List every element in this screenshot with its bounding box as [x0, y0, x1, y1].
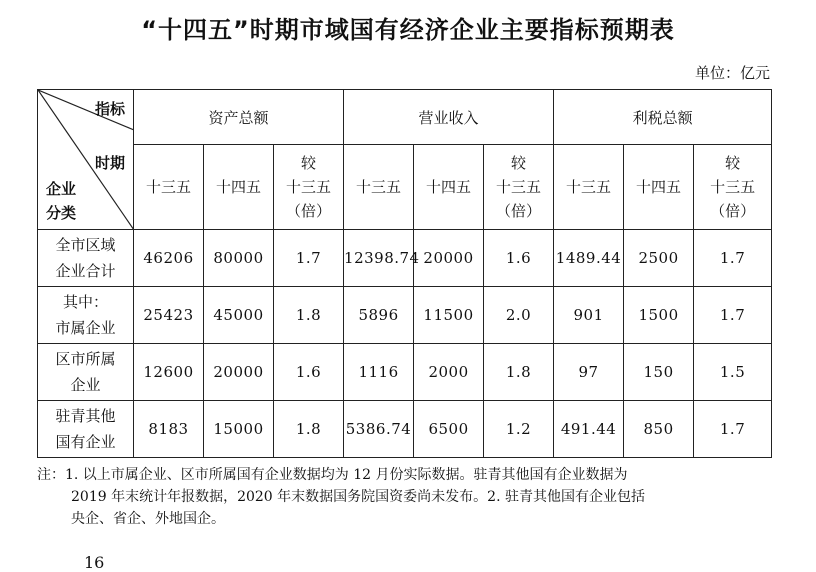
value-cell: 20000: [204, 344, 274, 401]
table-row: [38, 230, 772, 287]
value-cell: 20000: [414, 230, 484, 287]
ratio-line-3: （倍）: [286, 202, 332, 220]
ratio-line-2: 十三五: [286, 178, 332, 196]
value-cell: 25423: [134, 287, 204, 344]
value-cell: 1.7: [694, 230, 772, 287]
row-label-line-1: 其中：: [62, 293, 108, 311]
subheader-14th: 十四五: [204, 145, 274, 230]
row-label: [38, 230, 134, 287]
value-cell: 1.8: [484, 344, 554, 401]
value-cell: 5386.74: [344, 401, 414, 458]
subheader-ratio: [274, 145, 344, 230]
ratio-line-2: 十三五: [710, 178, 756, 196]
value-cell: 901: [554, 287, 624, 344]
corner-label-category: 分类: [46, 204, 77, 222]
page-title: “十四五”时期市域国有经济企业主要指标预期表: [141, 16, 675, 44]
row-label-line-2: 企业合计: [55, 262, 116, 280]
value-cell: 45000: [204, 287, 274, 344]
table-row: [38, 344, 772, 401]
value-cell: 80000: [204, 230, 274, 287]
subheader-ratio: [484, 145, 554, 230]
subheader-13th: 十三五: [134, 145, 204, 230]
value-cell: 11500: [414, 287, 484, 344]
value-cell: 1.5: [694, 344, 772, 401]
subheader-ratio: [694, 145, 772, 230]
value-cell: 1.7: [694, 287, 772, 344]
corner-header-cell: [38, 90, 134, 230]
value-cell: 97: [554, 344, 624, 401]
corner-label-period: 时期: [94, 154, 125, 172]
value-cell: 2500: [624, 230, 694, 287]
corner-label-indicator: 指标: [94, 100, 125, 118]
value-cell: 5896: [344, 287, 414, 344]
ratio-line-3: （倍）: [710, 202, 756, 220]
value-cell: 1.8: [274, 401, 344, 458]
note-line-3: 央企、省企、外地国企。: [71, 511, 225, 527]
note-line-1: 注：1. 以上市属企业、区市所属国有企业数据均为 12 月份实际数据。驻青其他国有企业数据为: [37, 467, 628, 483]
table-row: [38, 287, 772, 344]
value-cell: 1.7: [694, 401, 772, 458]
value-cell: 850: [624, 401, 694, 458]
group-header-assets: 资产总额: [134, 90, 344, 145]
value-cell: 15000: [204, 401, 274, 458]
row-label-line-2: 市属企业: [55, 319, 116, 337]
ratio-line-3: （倍）: [496, 202, 542, 220]
value-cell: 8183: [134, 401, 204, 458]
row-label-line-1: 驻青其他: [55, 407, 116, 425]
value-cell: 2.0: [484, 287, 554, 344]
row-label-line-2: 国有企业: [55, 433, 116, 451]
value-cell: 12600: [134, 344, 204, 401]
value-cell: 1.7: [274, 230, 344, 287]
row-label-line-1: 全市区域: [55, 236, 116, 254]
indicator-table: [37, 89, 772, 458]
subheader-13th: 十三五: [554, 145, 624, 230]
table-note: [37, 464, 777, 530]
subheader-13th: 十三五: [344, 145, 414, 230]
value-cell: 1.6: [274, 344, 344, 401]
corner-label-enterprise: 企业: [46, 180, 77, 198]
value-cell: 1489.44: [554, 230, 624, 287]
value-cell: 1500: [624, 287, 694, 344]
subheader-14th: 十四五: [624, 145, 694, 230]
value-cell: 1.6: [484, 230, 554, 287]
note-line-2: 2019 年末统计年报数据，2020 年末数据国务院国资委尚未发布。2. 驻青其他国有企业包括: [71, 489, 645, 505]
row-label: [38, 401, 134, 458]
row-label: [38, 287, 134, 344]
value-cell: 150: [624, 344, 694, 401]
value-cell: 1.8: [274, 287, 344, 344]
row-label-line-2: 企业: [70, 376, 101, 394]
value-cell: 12398.74: [344, 230, 414, 287]
unit-label: 单位：亿元: [694, 64, 770, 82]
page-number: 16: [84, 553, 105, 572]
ratio-line-1: 较: [511, 154, 527, 172]
value-cell: 1.2: [484, 401, 554, 458]
value-cell: 46206: [134, 230, 204, 287]
row-label-line-1: 区市所属: [55, 350, 116, 368]
group-header-revenue: 营业收入: [344, 90, 554, 145]
subheader-14th: 十四五: [414, 145, 484, 230]
table-row: [38, 401, 772, 458]
value-cell: 6500: [414, 401, 484, 458]
value-cell: 1116: [344, 344, 414, 401]
group-header-profit-tax: 利税总额: [554, 90, 772, 145]
row-label: [38, 344, 134, 401]
ratio-line-1: 较: [301, 154, 317, 172]
ratio-line-2: 十三五: [496, 178, 542, 196]
ratio-line-1: 较: [725, 154, 741, 172]
value-cell: 2000: [414, 344, 484, 401]
value-cell: 491.44: [554, 401, 624, 458]
